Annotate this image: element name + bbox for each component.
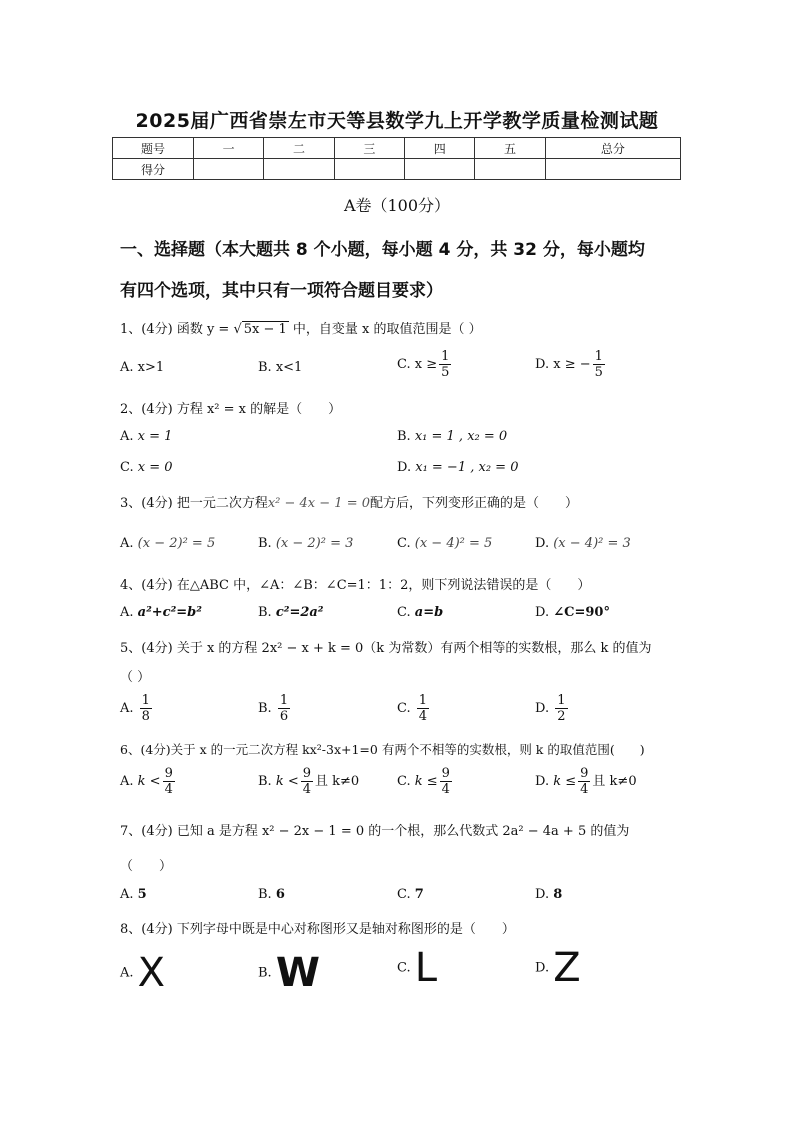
question-5-stem-line1: 5、(4分) 关于 x 的方程 2x² − x + k = 0（k 为常数）有两个相等的实数根，那么 k 的值为 — [120, 641, 652, 656]
letter-l-image: L — [414, 945, 438, 991]
question-6-stem: 6、(4分)关于 x 的一元二次方程 kx²-3x+1=0 有两个不相等的实数根，则 k 的取值范围( ) — [120, 742, 645, 757]
score-cell[interactable] — [545, 159, 680, 180]
question-3-option-c[interactable]: C. (x − 4)² = 5 — [397, 536, 493, 551]
score-cell[interactable] — [475, 159, 545, 180]
letter-x-image: X — [137, 950, 166, 996]
score-row-label: 得分 — [113, 159, 194, 180]
question-8-option-b[interactable]: B. W — [258, 950, 320, 996]
question-6-option-d[interactable]: D. k ≤ $\frac{9}{4}$ 且 k≠0 — [535, 766, 637, 797]
question-7-option-d[interactable]: D. 8 — [535, 887, 563, 902]
page-title: 2025届广西省崇左市天等县数学九上开学教学质量检测试题 — [135, 110, 659, 132]
score-cell[interactable] — [334, 159, 404, 180]
question-7-stem-line2: （ ） — [120, 859, 173, 874]
question-5-option-b[interactable]: B. $\frac{1}{6}$ — [258, 693, 289, 724]
question-3-option-b[interactable]: B. (x − 2)² = 3 — [258, 536, 354, 551]
question-1-option-a[interactable]: A. x>1 — [120, 360, 165, 375]
question-6-option-c[interactable]: C. k ≤ $\frac{9}{4}$ — [397, 766, 450, 797]
question-3-option-a[interactable]: A. (x − 2)² = 5 — [120, 536, 216, 551]
question-8-stem: 8、(4分) 下列字母中既是中心对称图形又是轴对称图形的是（ ） — [120, 922, 515, 937]
score-cell[interactable] — [405, 159, 475, 180]
question-2-stem: 2、(4分) 方程 x² = x 的解是（ ） — [120, 402, 342, 417]
score-table — [112, 137, 681, 180]
question-1-stem-pre: 1、(4分) 函数 y = — [120, 322, 234, 337]
question-4-option-b[interactable]: B. c²=2a² — [258, 605, 324, 620]
question-1-stem: 1、(4分) 函数 y = √ 5x − 1 中，自变量 x 的取值范围是（ ） — [120, 322, 482, 337]
score-header-cell: 四 — [405, 138, 475, 159]
score-cell[interactable] — [194, 159, 264, 180]
question-4-option-d[interactable]: D. ∠C=90° — [535, 605, 610, 620]
question-4-option-a[interactable]: A. a²+c²=b² — [120, 605, 202, 620]
score-cell[interactable] — [264, 159, 334, 180]
question-2-option-d[interactable]: D. x₁ = −1 , x₂ = 0 — [397, 460, 519, 475]
question-7-option-b[interactable]: B. 6 — [258, 887, 285, 902]
question-5-option-d[interactable]: D. $\frac{1}{2}$ — [535, 693, 566, 724]
question-7-option-c[interactable]: C. 7 — [397, 887, 424, 902]
score-header-cell: 一 — [194, 138, 264, 159]
score-header-cell: 题号 — [113, 138, 194, 159]
question-5-option-c[interactable]: C. $\frac{1}{4}$ — [397, 693, 428, 724]
question-4-option-c[interactable]: C. a=b — [397, 605, 444, 620]
score-table-header-row — [113, 138, 681, 159]
question-7-option-a[interactable]: A. 5 — [120, 887, 147, 902]
section-heading-line1: 一、选择题（本大题共 8 个小题，每小题 4 分，共 32 分，每小题均 — [120, 240, 645, 260]
score-header-cell: 五 — [475, 138, 545, 159]
question-8-option-a[interactable]: A. X — [120, 950, 166, 996]
question-7-stem-line1: 7、(4分) 已知 a 是方程 x² − 2x − 1 = 0 的一个根，那么代数式 2a² − 4a + 5 的值为 — [120, 824, 630, 839]
volume-heading: A卷（100分） — [343, 196, 451, 215]
section-heading-line2: 有四个选项，其中只有一项符合题目要求） — [120, 281, 443, 301]
question-1-stem-post: 中，自变量 x 的取值范围是（ ） — [288, 322, 482, 337]
question-1-radicand: 5x − 1 — [243, 322, 287, 337]
question-2-option-c[interactable]: C. x = 0 — [120, 460, 173, 475]
question-8-option-c[interactable]: C. L — [397, 945, 438, 991]
letter-z-image: Z — [553, 945, 581, 991]
score-table-score-row — [113, 159, 681, 180]
question-5-option-a[interactable]: A. $\frac{1}{8}$ — [120, 693, 150, 724]
question-2-option-a[interactable]: A. x = 1 — [120, 429, 173, 444]
question-6-option-b[interactable]: B. k < $\frac{9}{4}$ 且 k≠0 — [258, 766, 360, 797]
question-6-option-a[interactable]: A. k < $\frac{9}{4}$ — [120, 766, 173, 797]
question-4-stem: 4、(4分) 在△ABC 中，∠A：∠B：∠C=1：1：2，则下列说法错误的是（ ） — [120, 578, 591, 593]
question-2-option-b[interactable]: B. x₁ = 1 , x₂ = 0 — [397, 429, 508, 444]
score-header-cell: 总分 — [545, 138, 680, 159]
question-1-option-d[interactable]: D. x ≥ − $\frac{1}{5}$ — [535, 349, 603, 380]
score-header-cell: 二 — [264, 138, 334, 159]
question-8-option-d[interactable]: D. Z — [535, 945, 581, 991]
question-1-option-c[interactable]: C. x ≥ $\frac{1}{5}$ — [397, 349, 450, 380]
question-5-stem-line2: （ ） — [120, 670, 151, 685]
letter-w-image: W — [275, 950, 320, 996]
question-3-option-d[interactable]: D. (x − 4)² = 3 — [535, 536, 631, 551]
question-3-stem: 3、(4分) 把一元二次方程x² − 4x − 1 = 0配方后，下列变形正确的是（ ） — [120, 496, 579, 511]
question-3-equation: x² − 4x − 1 = 0 — [267, 496, 370, 511]
question-1-option-b[interactable]: B. x<1 — [258, 360, 303, 375]
score-header-cell: 三 — [334, 138, 404, 159]
